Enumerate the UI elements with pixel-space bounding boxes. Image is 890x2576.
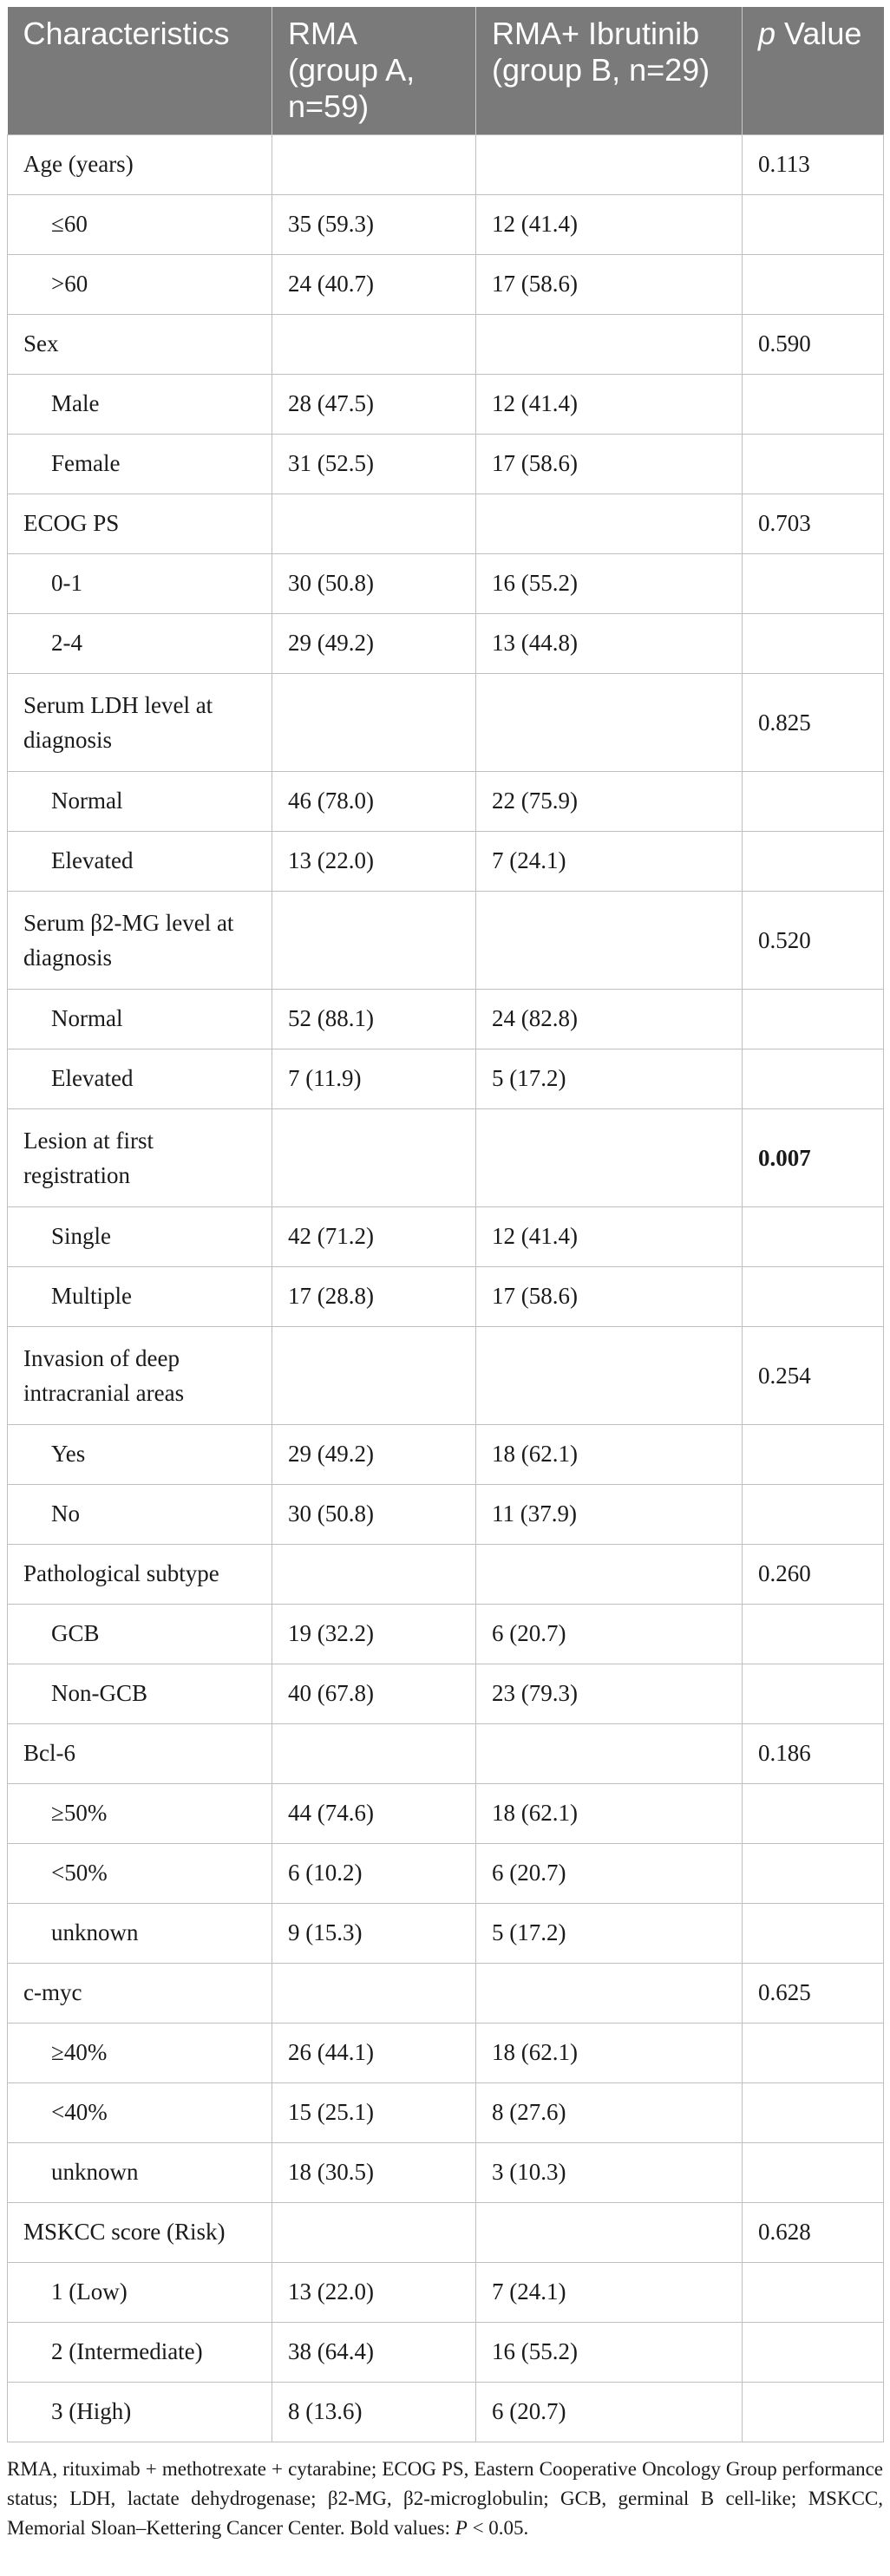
cell-characteristic: Elevated [8, 831, 272, 891]
cell-p-value [743, 1484, 884, 1544]
cell-characteristic: GCB [8, 1604, 272, 1664]
cell-group-b: 6 (20.7) [476, 1843, 743, 1903]
cell-characteristic: 1 (Low) [8, 2262, 272, 2322]
cell-p-value [743, 254, 884, 314]
cell-group-a [272, 2202, 476, 2262]
cell-characteristic: unknown [8, 2142, 272, 2202]
cell-characteristic: Pathological subtype [8, 1544, 272, 1604]
cell-group-b: 5 (17.2) [476, 1903, 743, 1963]
cell-group-a: 29 (49.2) [272, 613, 476, 673]
table-row-subcategory [8, 989, 884, 1049]
cell-characteristic: <40% [8, 2082, 272, 2142]
table-row-characteristic [8, 1544, 884, 1604]
cell-group-b [476, 1326, 743, 1424]
cell-characteristic: Normal [8, 989, 272, 1049]
cell-group-a: 29 (49.2) [272, 1424, 476, 1484]
table-row-subcategory [8, 613, 884, 673]
cell-p-value [743, 2082, 884, 2142]
cell-characteristic: 0-1 [8, 553, 272, 613]
cell-group-a: 24 (40.7) [272, 254, 476, 314]
table-row-subcategory [8, 2142, 884, 2202]
table-row-subcategory [8, 1664, 884, 1723]
table-row-subcategory [8, 374, 884, 434]
cell-group-a: 35 (59.3) [272, 194, 476, 254]
cell-group-b: 6 (20.7) [476, 2382, 743, 2442]
cell-characteristic: Elevated [8, 1049, 272, 1108]
cell-p-value [743, 1424, 884, 1484]
table-row-subcategory [8, 1484, 884, 1544]
cell-group-b: 16 (55.2) [476, 2322, 743, 2382]
cell-p-value [743, 989, 884, 1049]
cell-group-a [272, 314, 476, 374]
cell-characteristic: Non-GCB [8, 1664, 272, 1723]
cell-group-b [476, 1723, 743, 1783]
cell-group-b [476, 134, 743, 194]
cell-group-a [272, 891, 476, 989]
cell-group-a [272, 1108, 476, 1206]
cell-group-a [272, 1544, 476, 1604]
cell-p-value [743, 771, 884, 831]
header-group-a: RMA (group A, n=59) [272, 7, 476, 134]
cell-group-b: 3 (10.3) [476, 2142, 743, 2202]
cell-group-b [476, 1963, 743, 2023]
characteristics-table [7, 7, 884, 2442]
cell-group-a: 18 (30.5) [272, 2142, 476, 2202]
cell-p-value: 0.260 [743, 1544, 884, 1604]
cell-group-a [272, 1326, 476, 1424]
cell-characteristic: >60 [8, 254, 272, 314]
table-row-characteristic [8, 1108, 884, 1206]
table-row-subcategory [8, 1049, 884, 1108]
cell-group-a: 8 (13.6) [272, 2382, 476, 2442]
cell-characteristic: ≥50% [8, 1783, 272, 1843]
cell-p-value: 0.628 [743, 2202, 884, 2262]
cell-characteristic: Female [8, 434, 272, 494]
cell-characteristic: Lesion at first registration [8, 1108, 272, 1206]
cell-group-a: 26 (44.1) [272, 2023, 476, 2082]
cell-group-b: 12 (41.4) [476, 374, 743, 434]
cell-group-b: 11 (37.9) [476, 1484, 743, 1544]
document-page [7, 7, 883, 2543]
cell-p-value: 0.007 [743, 1108, 884, 1206]
cell-group-b: 17 (58.6) [476, 434, 743, 494]
cell-group-a: 42 (71.2) [272, 1206, 476, 1266]
cell-characteristic: Yes [8, 1424, 272, 1484]
table-row-subcategory [8, 1903, 884, 1963]
table-row-characteristic [8, 2202, 884, 2262]
cell-p-value: 0.625 [743, 1963, 884, 2023]
cell-group-b: 22 (75.9) [476, 771, 743, 831]
cell-characteristic: Serum LDH level at diagnosis [8, 673, 272, 771]
cell-group-a: 19 (32.2) [272, 1604, 476, 1664]
cell-p-value: 0.254 [743, 1326, 884, 1424]
cell-group-b [476, 891, 743, 989]
table-row-subcategory [8, 2382, 884, 2442]
cell-characteristic: Serum β2-MG level at diagnosis [8, 891, 272, 989]
table-row-subcategory [8, 1843, 884, 1903]
cell-characteristic: ≥40% [8, 2023, 272, 2082]
cell-group-a [272, 673, 476, 771]
cell-group-b: 23 (79.3) [476, 1664, 743, 1723]
table-row-subcategory [8, 831, 884, 891]
cell-group-b: 17 (58.6) [476, 1266, 743, 1326]
cell-group-a [272, 494, 476, 553]
cell-group-b: 24 (82.8) [476, 989, 743, 1049]
cell-p-value [743, 1783, 884, 1843]
cell-group-a: 40 (67.8) [272, 1664, 476, 1723]
cell-group-b [476, 1108, 743, 1206]
header-p-value: p Value [743, 7, 884, 134]
cell-p-value: 0.590 [743, 314, 884, 374]
table-row-subcategory [8, 2262, 884, 2322]
cell-p-value [743, 1049, 884, 1108]
cell-characteristic: Invasion of deep intracranial areas [8, 1326, 272, 1424]
cell-group-b: 18 (62.1) [476, 1783, 743, 1843]
cell-characteristic: Single [8, 1206, 272, 1266]
cell-p-value [743, 2322, 884, 2382]
cell-p-value [743, 1843, 884, 1903]
cell-characteristic: Male [8, 374, 272, 434]
table-row-subcategory [8, 194, 884, 254]
cell-p-value [743, 2142, 884, 2202]
cell-characteristic: c-myc [8, 1963, 272, 2023]
cell-characteristic: ECOG PS [8, 494, 272, 553]
cell-p-value: 0.186 [743, 1723, 884, 1783]
cell-group-a: 52 (88.1) [272, 989, 476, 1049]
table-row-characteristic [8, 134, 884, 194]
cell-characteristic: MSKCC score (Risk) [8, 2202, 272, 2262]
cell-group-a [272, 134, 476, 194]
cell-p-value [743, 194, 884, 254]
cell-p-value: 0.825 [743, 673, 884, 771]
cell-characteristic: 2-4 [8, 613, 272, 673]
cell-p-value [743, 613, 884, 673]
cell-group-a: 17 (28.8) [272, 1266, 476, 1326]
cell-group-a: 30 (50.8) [272, 553, 476, 613]
cell-group-a: 38 (64.4) [272, 2322, 476, 2382]
table-header-row [8, 7, 884, 134]
cell-group-b: 12 (41.4) [476, 194, 743, 254]
cell-group-b: 18 (62.1) [476, 1424, 743, 1484]
table-row-subcategory [8, 1424, 884, 1484]
cell-p-value [743, 1206, 884, 1266]
cell-p-value [743, 831, 884, 891]
cell-group-b [476, 494, 743, 553]
cell-characteristic: 3 (High) [8, 2382, 272, 2442]
cell-group-b [476, 1544, 743, 1604]
table-row-characteristic [8, 1963, 884, 2023]
table-row-subcategory [8, 1206, 884, 1266]
cell-group-b: 18 (62.1) [476, 2023, 743, 2082]
cell-characteristic: 2 (Intermediate) [8, 2322, 272, 2382]
table-body [8, 134, 884, 2442]
header-group-b: RMA+ Ibrutinib (group B, n=29) [476, 7, 743, 134]
cell-characteristic: <50% [8, 1843, 272, 1903]
cell-group-b [476, 314, 743, 374]
cell-group-b [476, 2202, 743, 2262]
cell-p-value [743, 1903, 884, 1963]
cell-characteristic: unknown [8, 1903, 272, 1963]
table-row-characteristic [8, 891, 884, 989]
cell-p-value: 0.520 [743, 891, 884, 989]
cell-p-value [743, 1604, 884, 1664]
cell-group-a: 6 (10.2) [272, 1843, 476, 1903]
table-row-characteristic [8, 1326, 884, 1424]
cell-group-a: 9 (15.3) [272, 1903, 476, 1963]
cell-characteristic: Age (years) [8, 134, 272, 194]
cell-group-b: 7 (24.1) [476, 2262, 743, 2322]
cell-characteristic: Sex [8, 314, 272, 374]
cell-group-a: 28 (47.5) [272, 374, 476, 434]
cell-group-b [476, 673, 743, 771]
table-row-subcategory [8, 434, 884, 494]
table-row-subcategory [8, 254, 884, 314]
cell-p-value [743, 2262, 884, 2322]
cell-group-a [272, 1723, 476, 1783]
table-row-characteristic [8, 1723, 884, 1783]
table-row-subcategory [8, 553, 884, 613]
cell-p-value [743, 434, 884, 494]
cell-p-value [743, 2023, 884, 2082]
cell-group-a: 13 (22.0) [272, 2262, 476, 2322]
header-characteristics: Characteristics [8, 7, 272, 134]
cell-group-a [272, 1963, 476, 2023]
cell-group-a: 44 (74.6) [272, 1783, 476, 1843]
cell-group-a: 15 (25.1) [272, 2082, 476, 2142]
table-footnote: RMA, rituximab + methotrexate + cytarabine; ECOG PS, Eastern Cooperative Oncology Group performance status; LDH, lactate dehydrogenase; β2-MG, β2-microglobulin; GCB, germinal B cell-like; MSKCC, Memorial Sloan–Kettering Cancer Center. Bold values: P < 0.05. [7, 2457, 883, 2539]
cell-group-a: 31 (52.5) [272, 434, 476, 494]
cell-p-value: 0.703 [743, 494, 884, 553]
cell-group-a: 7 (11.9) [272, 1049, 476, 1108]
cell-p-value [743, 1266, 884, 1326]
cell-characteristic: Bcl-6 [8, 1723, 272, 1783]
table-row-subcategory [8, 1266, 884, 1326]
cell-p-value [743, 2382, 884, 2442]
table-row-subcategory [8, 771, 884, 831]
table-row-subcategory [8, 1604, 884, 1664]
cell-group-b: 7 (24.1) [476, 831, 743, 891]
table-row-subcategory [8, 1783, 884, 1843]
cell-characteristic: ≤60 [8, 194, 272, 254]
cell-group-b: 5 (17.2) [476, 1049, 743, 1108]
cell-group-b: 13 (44.8) [476, 613, 743, 673]
table-row-subcategory [8, 2023, 884, 2082]
table-row-characteristic [8, 494, 884, 553]
cell-characteristic: Multiple [8, 1266, 272, 1326]
table-row-characteristic [8, 673, 884, 771]
cell-group-b: 12 (41.4) [476, 1206, 743, 1266]
table-row-subcategory [8, 2322, 884, 2382]
cell-group-b: 6 (20.7) [476, 1604, 743, 1664]
cell-group-b: 17 (58.6) [476, 254, 743, 314]
cell-characteristic: No [8, 1484, 272, 1544]
cell-group-a: 30 (50.8) [272, 1484, 476, 1544]
cell-p-value [743, 374, 884, 434]
cell-p-value: 0.113 [743, 134, 884, 194]
table-row-characteristic [8, 314, 884, 374]
cell-group-b: 16 (55.2) [476, 553, 743, 613]
cell-group-a: 13 (22.0) [272, 831, 476, 891]
table-row-subcategory [8, 2082, 884, 2142]
cell-characteristic: Normal [8, 771, 272, 831]
cell-group-a: 46 (78.0) [272, 771, 476, 831]
cell-p-value [743, 553, 884, 613]
cell-p-value [743, 1664, 884, 1723]
cell-group-b: 8 (27.6) [476, 2082, 743, 2142]
